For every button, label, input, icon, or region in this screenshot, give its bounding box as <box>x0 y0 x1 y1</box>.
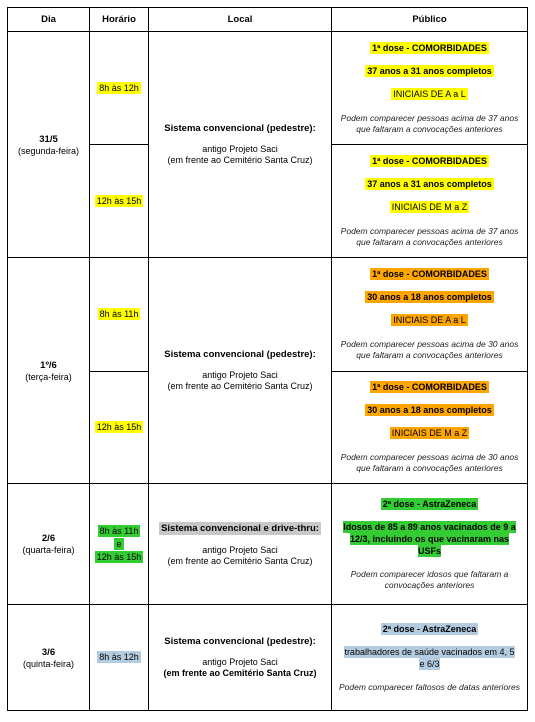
dose-label: 1ª dose - COMORBIDADES <box>372 269 487 279</box>
header-publico: Público <box>332 8 528 32</box>
location-line2: (em frente ao Cemitério Santa Cruz) <box>167 155 313 165</box>
location-line1: antigo Projeto Saci <box>202 144 278 154</box>
initials-label: INICIAIS DE M a Z <box>391 428 468 438</box>
age-range: 30 anos a 18 anos completos <box>367 292 492 302</box>
initials-label: INICIAIS DE A a L <box>393 88 466 99</box>
location-line2: (em frente ao Cemitério Santa Cruz) <box>167 555 313 566</box>
time-cell <box>90 605 149 711</box>
location-cell <box>149 32 332 258</box>
public-cell <box>332 32 528 145</box>
day-weekday: (terça-feira) <box>25 371 72 382</box>
location-line1: antigo Projeto Saci <box>202 657 278 667</box>
dose-label: 2ª dose - AstraZeneca <box>382 623 477 634</box>
dose-label: 1ª dose - COMORBIDADES <box>372 155 487 166</box>
time-label: 12h às 15h <box>96 551 142 562</box>
location-line2: (em frente ao Cemitério Santa Cruz) <box>163 668 317 678</box>
public-cell <box>332 145 528 258</box>
public-cell <box>332 258 528 372</box>
day-date: 1º/6 <box>40 359 57 371</box>
day-date: 2/6 <box>41 533 56 544</box>
table-row <box>8 32 528 145</box>
location-cell <box>149 605 332 711</box>
dose-label: 2ª dose - AstraZeneca <box>382 498 477 509</box>
location-line1: antigo Projeto Saci <box>202 370 278 380</box>
time-label: 8h às 11h <box>99 309 139 319</box>
location-label: Sistema convencional (pedestre): <box>164 636 316 647</box>
note-text: Podem comparecer pessoas acima de 37 anos que faltaram a convocações anteriores <box>340 112 519 134</box>
time-label: 12h às 15h <box>96 195 142 206</box>
day-weekday: (quarta-feira) <box>22 545 75 555</box>
time-label: 8h às 12h <box>99 652 139 662</box>
day-cell <box>8 605 90 711</box>
dose-label: 1ª dose - COMORBIDADES <box>372 382 487 392</box>
note-text: Podem comparecer faltosos de datas anteriores <box>339 681 520 692</box>
time-cell <box>90 145 149 258</box>
location-cell <box>149 258 332 484</box>
time-label: 8h às 11h <box>99 525 139 536</box>
table-row <box>8 484 528 605</box>
header-row <box>8 8 528 32</box>
table-row <box>8 605 528 711</box>
day-cell <box>8 258 90 484</box>
day-cell <box>8 484 90 605</box>
target-group: trabalhadores de saúde vacinados em 4, 5 e 6/3 <box>344 646 515 669</box>
age-range: 30 anos a 18 anos completos <box>367 405 492 415</box>
time-cell <box>90 372 149 484</box>
day-cell <box>8 32 90 258</box>
public-cell <box>332 605 528 711</box>
location-cell <box>149 484 332 605</box>
time-label: 12h às 15h <box>96 422 142 432</box>
time-separator: e <box>116 538 122 549</box>
day-date: 31/5 <box>39 133 58 145</box>
location-line2: (em frente ao Cemitério Santa Cruz) <box>167 381 313 391</box>
public-cell <box>332 372 528 484</box>
time-cell <box>90 32 149 145</box>
public-cell <box>332 484 528 605</box>
table-row <box>8 258 528 372</box>
target-group: Idosos de 85 a 89 anos vacinados de 9 a 12/3, incluindo os que vacinaram nas USFs <box>343 521 516 556</box>
location-label: Sistema convencional (pedestre): <box>164 123 316 134</box>
header-horario: Horário <box>90 8 149 32</box>
header-dia: Dia <box>8 8 90 32</box>
day-weekday: (segunda-feira) <box>17 145 80 156</box>
time-cell <box>90 484 149 605</box>
note-text: Podem comparecer pessoas acima de 37 anos que faltaram a convocações anteriores <box>340 225 519 247</box>
location-label: Sistema convencional (pedestre): <box>164 349 316 360</box>
note-text: Podem comparecer pessoas acima de 30 anos que faltaram a convocações anteriores <box>340 452 519 473</box>
dose-label: 1ª dose - COMORBIDADES <box>372 42 487 53</box>
location-line1: antigo Projeto Saci <box>202 544 278 555</box>
header-local: Local <box>149 8 332 32</box>
day-weekday: (quinta-feira) <box>22 658 75 669</box>
note-text: Podem comparecer idosos que faltaram a convocações anteriores <box>350 568 509 590</box>
age-range: 37 anos a 31 anos completos <box>367 65 492 76</box>
location-label: Sistema convencional e drive-thru: <box>161 522 319 534</box>
initials-label: INICIAIS DE A a L <box>393 315 466 325</box>
schedule-table <box>7 7 528 711</box>
time-cell <box>90 258 149 372</box>
note-text: Podem comparecer pessoas acima de 30 anos que faltaram a convocações anteriores <box>340 339 519 360</box>
day-date: 3/6 <box>41 646 56 658</box>
time-label: 8h às 12h <box>99 82 139 93</box>
age-range: 37 anos a 31 anos completos <box>367 178 492 189</box>
initials-label: INICIAIS DE M a Z <box>391 201 468 212</box>
